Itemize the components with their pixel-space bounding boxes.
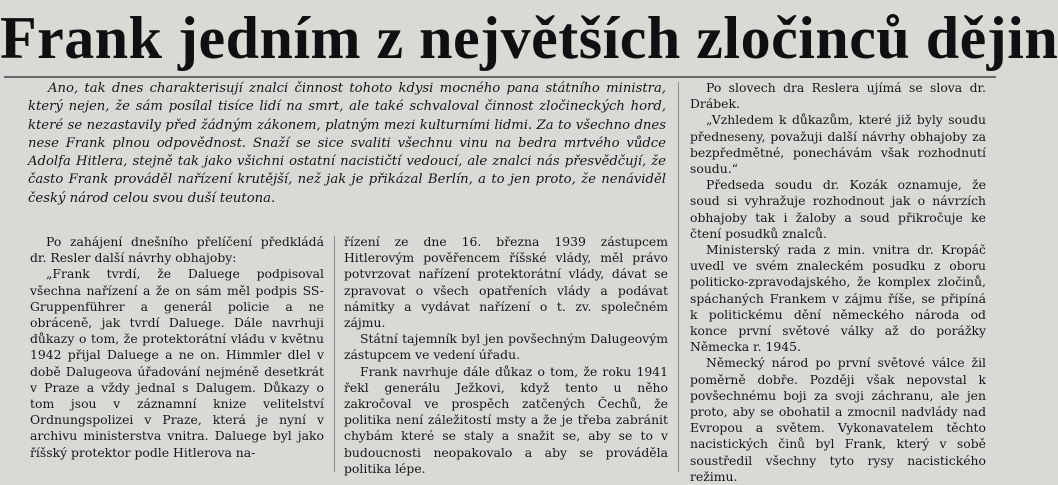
column-2-paragraph: řízení ze dne 16. března 1939 zástupcem Hitlerovým pověřencem říšské vlády, měl právo potvrzovat nařízení protektorátní vlády, dávat se zpravovat o všech opatřeních vlády a podávat námitky a vydávat nařízení o t. zv. společném zájmu. <box>344 234 668 331</box>
lead-text: Ano, tak dnes charakterisují znalci činnost tohoto kdysi mocného pana státního ministra, který nejen, že sám posílal tisíce lidí na smrt, ale také schvaloval činnost zločineckých hord, které se nezastavily před žádným zákonem, platným mezi kulturními lidmi. Za to všechno dnes nese Frank plnou odpovědnost. Snaží se sice svaliti všechnu vinu na bedra mrtvého vůdce Adolfa Hitlera, stejně tak jako všichni ostatní nacističtí vedoucí, ale znalci nás přesvědčují, že často Frank prováděl nařízení krutější, než jak je přikázal Berlín, a to jen proto, že nenáviděl český národ celou svou duší teutona. <box>28 81 666 206</box>
column-2-paragraph: Státní tajemník byl jen povšechným Dalugeovým zástupcem ve vedení úřadu. <box>344 331 668 363</box>
column-3-paragraph: Po slovech dra Reslera ujímá se slova dr. Drábek. <box>690 80 986 112</box>
column-2-paragraph: Frank navrhuje dále důkaz o tom, že roku 1941 řekl generálu Ježkovi, když tento u něho zakročoval ve prospěch zatčených Čechů, že politika není záležitostí msty a že je třeba zabránit chybám které se staly a snažit se, aby se to v budoucnosti neopakovalo a aby se prováděla politika lépe. <box>344 363 668 476</box>
column-2 <box>344 234 668 474</box>
column-3-paragraph: Předseda soudu dr. Kozák oznamuje, že soud si vyhražuje rozhodnout jak o návrzích obhajoby tak i žaloby a soud přikročuje ke čtení posudků znalců. <box>690 177 986 241</box>
column-1 <box>30 234 324 474</box>
column-divider-left <box>334 236 335 472</box>
column-3-paragraph: Ministerský rada z min. vnitra dr. Kropáč uvedl ve svém znaleckém posudku z oboru politicko-zpravodajského, že komplex zločinů, spáchaných Frankem v zájmu říše, se připíná k politickému dění německého národa od konce první světové války až do porážky Německa r. 1945. <box>690 242 986 355</box>
column-1-paragraph: „Frank tvrdí, že Daluege podpisoval všechna nařízení a že on sám měl podpis SS-Gruppenführer a generál policie a ne obráceně, jak tvrdí Daluege. Dále navrhuji důkazy o tom, že protektorátní vládu v květnu 1942 přijal Daluege a ne on. Himmler dlel v době Dalugeova úřadování nejméně desetkrát v Praze a vždy jednal s Dalugem. Důkazy o tom jsou v záznamní knize velitelství Ordnungspolizei v Praze, která je nyní v archivu ministerstva vnitra. Daluege byl jako říšský protektor podle Hitlerova na- <box>30 266 324 460</box>
column-1-paragraph: Po zahájení dnešního přelíčení předkládá dr. Resler další návrhy obhajoby: <box>30 234 324 266</box>
column-3 <box>690 80 986 484</box>
headline-rule <box>4 76 996 78</box>
headline: Frank jedním z největších zločinců dějin <box>0 5 1058 71</box>
column-divider-right <box>678 82 679 472</box>
lead-paragraph <box>28 80 666 228</box>
column-3-paragraph: „Vzhledem k důkazům, které již byly soudu předneseny, považuji další návrhy obhajoby za bezpředmětné, ponechávám však rozhodnutí soudu.“ <box>690 112 986 177</box>
column-3-paragraph: Německý národ po první světové válce žil poměrně dobře. Později však nepovstal k povšechnému boji za svoji záchranu, ale jen proto, aby se obohatil a zmocnil nadvlády nad Evropou a světem. Vykonavatelem těchto nacistických činů byl Frank, který v sobě soustředil všechny tyto rysy nacistického režimu. <box>690 355 986 484</box>
